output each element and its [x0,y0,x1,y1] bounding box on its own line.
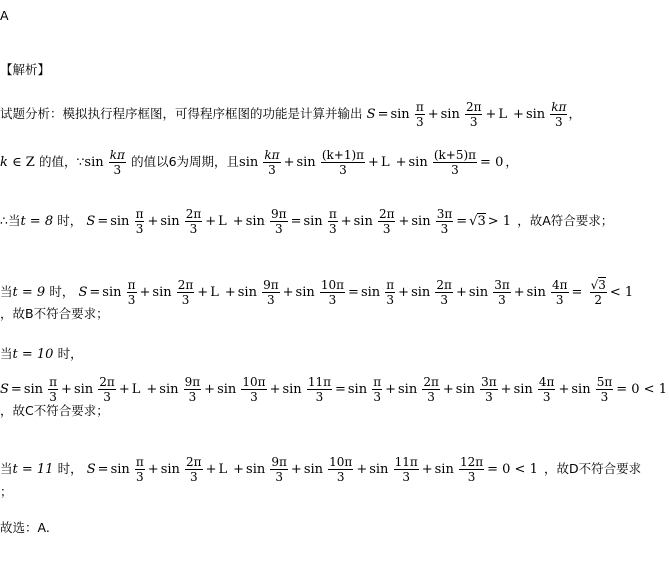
fraction: $\frac{3\pi}{3}$ [494,278,510,307]
fraction: $\frac{11\pi}{3}$ [394,455,418,484]
fraction: $\frac{5\pi}{3}$ [596,375,613,404]
fraction: $\frac{(k+5)\pi}{3}$ [433,148,477,177]
fraction: $\frac{\pi}{3}$ [49,375,58,404]
fraction: $\frac{√3}{2}$ [590,278,606,307]
case-t9-line: 当t = 9 时， S = sin $\frac{\pi}{3}$ + sin $\frac{2\pi}{3}$ + L + sin $\frac{9\pi}{3}$ + sin $\frac{10\pi}{3}$ = sin $\frac{\pi}{3}$ + sin $\frac{2\pi}{3}$ + sin $\frac{3\pi}{3}$ + sin $\frac{4\pi}{3}$ = $\frac{√3}{2}$ < 1 [0,278,634,307]
case-t10-heading: 当t = 10 时， [0,346,83,362]
fraction: $\frac{4\pi}{3}$ [538,375,555,404]
case-t11-line: 当t = 11 时， S = sin $\frac{\pi}{3}$ + sin $\frac{2\pi}{3}$ + L + sin $\frac{9\pi}{3}$ + sin $\frac{10\pi}{3}$ + sin $\frac{11\pi}{3}$ + sin $\frac{12\pi}{3}$ = 0 < 1 ，故D不符合要求 [0,455,642,484]
fraction: $\frac{2\pi}{3}$ [436,278,452,307]
answer-letter: A [0,8,9,23]
fraction: $\frac{\pi}{3}$ [373,375,382,404]
fraction: $\frac{3\pi}{3}$ [436,207,453,236]
fraction: $\frac{\pi}{3}$ [135,455,144,484]
fraction: $\frac{9\pi}{3}$ [263,278,279,307]
fraction: $\frac{\pi}{3}$ [127,278,136,307]
fraction: $\frac{11\pi}{3}$ [307,375,331,404]
fraction: $\frac{2\pi}{3}$ [378,207,395,236]
analysis-heading: 【解析】 [0,62,51,77]
fraction: $\frac{2\pi}{3}$ [99,375,115,404]
fraction: $\frac{k\pi}{3}$ [109,148,125,177]
fraction: $\frac{\pi}{3}$ [328,207,337,236]
fraction: $\frac{(k+1)\pi}{3}$ [321,148,365,177]
fraction: $\frac{10\pi}{3}$ [242,375,266,404]
final-answer: 故选：A. [0,520,50,535]
fraction: $\frac{2\pi}{3}$ [185,207,202,236]
fraction: $\frac{2\pi}{3}$ [177,278,194,307]
fraction: $\frac{\pi}{3}$ [386,278,395,307]
fraction: $\frac{4\pi}{3}$ [551,278,568,307]
analysis-line-2: k ∈ Z 的值，∵sin $\frac{k\pi}{3}$ 的值以6为周期，且sin $\frac{k\pi}{3}$ + sin $\frac{(k+1)\pi}{3}$ + L + sin $\frac{(k+5)\pi}{3}$ = 0 ， [0,148,518,177]
fraction: $\frac{9\pi}{3}$ [184,375,201,404]
fraction: $\frac{2\pi}{3}$ [423,375,439,404]
fraction: $\frac{k\pi}{3}$ [551,100,567,129]
fraction: $\frac{9\pi}{3}$ [271,455,287,484]
fraction: $\frac{10\pi}{3}$ [329,455,353,484]
fraction: $\frac{2\pi}{3}$ [186,455,202,484]
fraction: $\frac{\pi}{3}$ [135,207,144,236]
fraction: $\frac{\pi}{3}$ [415,100,424,129]
analysis-line-1: 试题分析：模拟执行程序框图，可得程序框图的功能是计算并输出 S = sin $\frac{\pi}{3}$ + sin $\frac{2\pi}{3}$ + L + sin $\frac{k\pi}{3}$ ， [0,100,581,129]
sqrt-symbol: √ [469,214,478,229]
fraction: $\frac{k\pi}{3}$ [264,148,280,177]
fraction: $\frac{2\pi}{3}$ [465,100,482,129]
fraction: $\frac{3\pi}{3}$ [481,375,497,404]
case-t9-conclusion: ，故B不符合要求； [0,306,109,321]
fraction: $\frac{12\pi}{3}$ [459,455,484,484]
case-t8-line: ∴当t = 8 时， S = sin $\frac{\pi}{3}$ + sin $\frac{2\pi}{3}$ + L + sin $\frac{9\pi}{3}$ = sin $\frac{\pi}{3}$ + sin $\frac{2\pi}{3}$ + sin $\frac{3\pi}{3}$ = √3 > 1 ，故A符合要求； [0,207,614,236]
case-t10-line: S = sin $\frac{\pi}{3}$ + sin $\frac{2\pi}{3}$ + L + sin $\frac{9\pi}{3}$ + sin $\frac{10\pi}{3}$ + sin $\frac{11\pi}{3}$ = sin $\frac{\pi}{3}$ + sin $\frac{2\pi}{3}$ + sin $\frac{3\pi}{3}$ + sin $\frac{4\pi}{3}$ + sin $\frac{5\pi}{3}$ = 0 < 1 [0,375,667,404]
fraction: $\frac{10\pi}{3}$ [320,278,345,307]
case-t11-semicolon: ； [0,484,13,499]
fraction: $\frac{9\pi}{3}$ [271,207,287,236]
analysis-intro-text: 试题分析：模拟执行程序框图，可得程序框图的功能是计算并输出 [0,106,363,121]
case-t10-conclusion: ，故C不符合要求； [0,403,109,418]
